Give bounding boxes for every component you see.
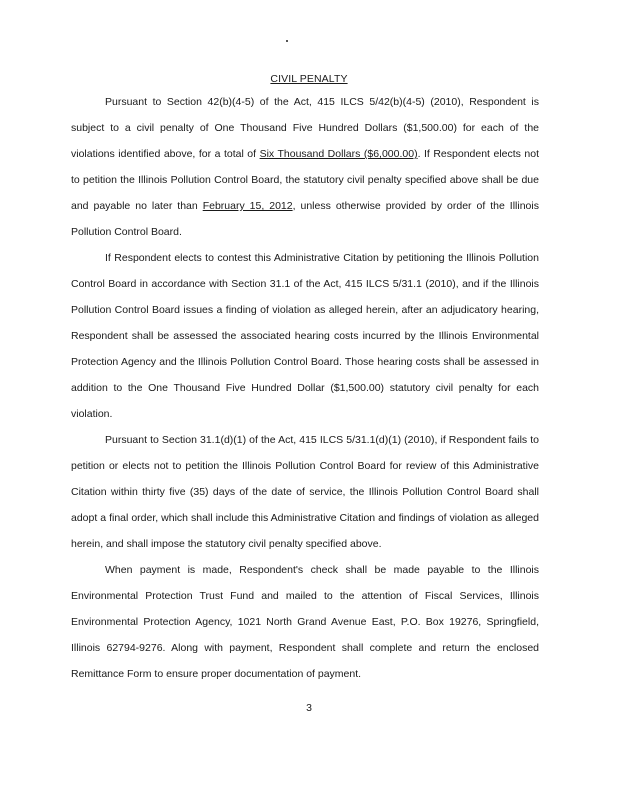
- paragraph-contest-citation: If Respondent elects to contest this Administrative Citation by petitioning the Illinois Pollution Control Board in accordance with Section 31.1 of the Act, 415 ILCS 5/31.1 (2010), and if the Illinois Pollution Control Board issues a finding of violation as alleged herein, after an adjudicatory hearing, Respondent shall be assessed the associated hearing costs incurred by the Illinois Environmental Protection Agency and the Illinois Pollution Control Board. Those hearing costs shall be assessed in addition to the One Thousand Five Hundred Dollar ($1,500.00) statutory civil penalty for each violation.: [71, 252, 539, 420]
- paragraph-payment-instructions: When payment is made, Respondent's check shall be made payable to the Illinois Environmental Protection Trust Fund and mailed to the attention of Fiscal Services, Illinois Environmental Protection Agency, 1021 North Grand Avenue East, P.O. Box 19276, Springfield, Illinois 62794-9276. Along with payment, Respondent shall complete and return the enclosed Remittance Form to ensure proper documentation of payment.: [71, 564, 539, 680]
- scan-speck: [286, 40, 288, 42]
- paragraph-text: . If Respondent elects not to petition the Illinois Pollution Control Board, the statutory civil penalty specified above shall be due and payable no later than: [71, 148, 540, 212]
- document-body: [71, 89, 539, 687]
- paragraph-civil-penalty-amount: [71, 89, 539, 245]
- penalty-total: Six Thousand Dollars ($6,000.00): [259, 148, 418, 160]
- due-date: February 15, 2012: [202, 200, 293, 212]
- paragraph-final-order: Pursuant to Section 31.1(d)(1) of the Act, 415 ILCS 5/31.1(d)(1) (2010), if Respondent fails to petition or elects not to petition the Illinois Pollution Control Board for review of this Administrative Citation within thirty five (35) days of the date of service, the Illinois Pollution Control Board shall adopt a final order, which shall include this Administrative Citation and findings of violation as alleged herein, and shall impose the statutory civil penalty specified above.: [71, 434, 539, 550]
- paragraph-text: , unless otherwise provided by order of the Illinois Pollution Control Board.: [71, 200, 539, 238]
- page-number: 3: [306, 702, 312, 714]
- paragraph-text: Pursuant to Section 42(b)(4-5) of the Act, 415 ILCS 5/42(b)(4-5) (2010), Respondent is subject to a civil penalty of One Thousand Five Hundred Dollars ($1,500.00) for each of the violations identified above, for a total of: [71, 96, 539, 160]
- section-heading: CIVIL PENALTY: [270, 73, 348, 85]
